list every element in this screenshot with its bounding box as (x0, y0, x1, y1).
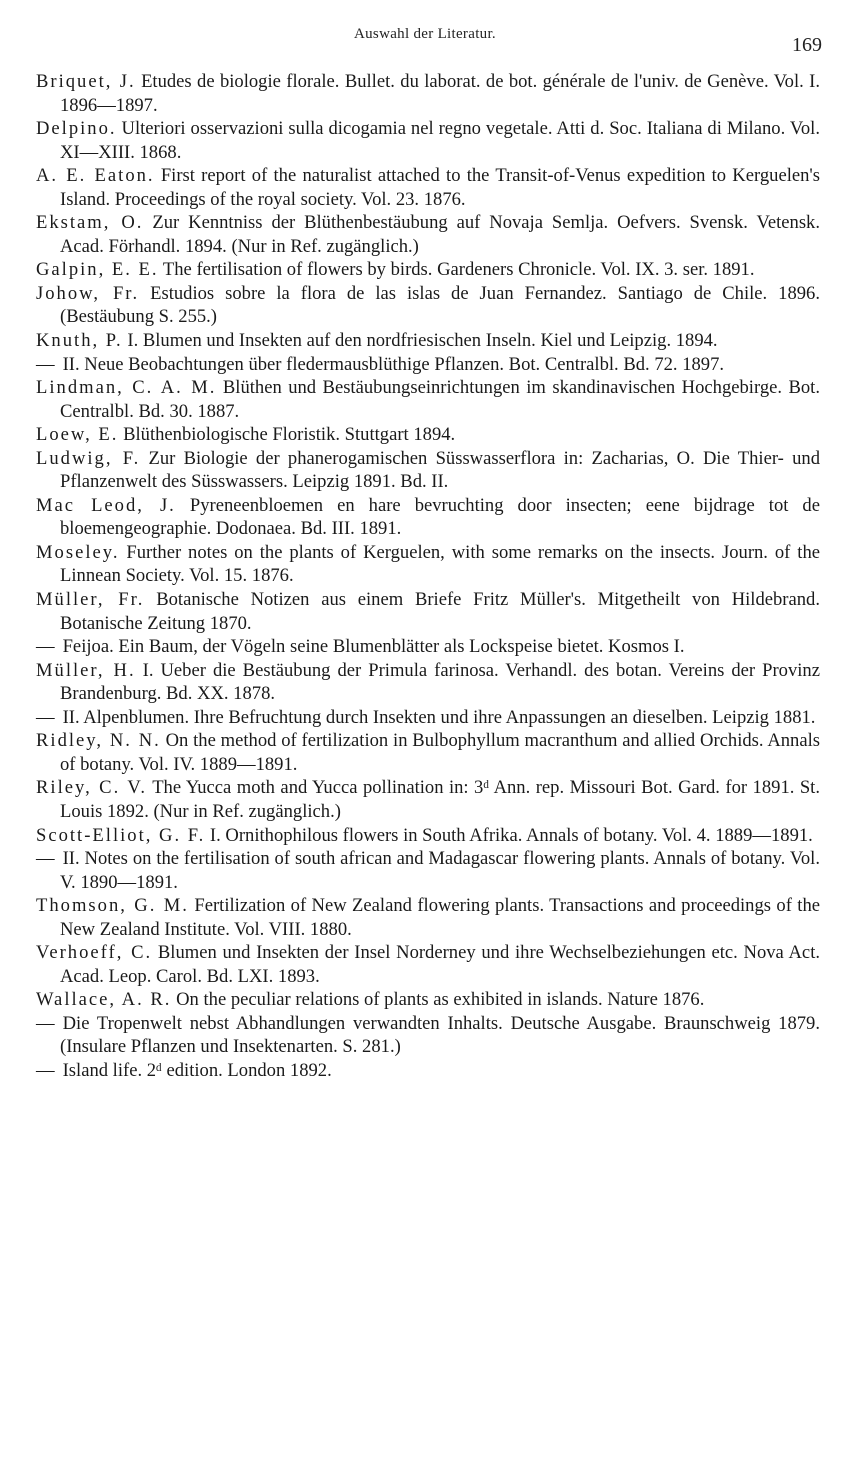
entry-text: Blüthenbiologische Floristik. Stuttgart 1894. (123, 424, 456, 446)
entry-text: Estudios sobre la flora de las islas de Juan Fernandez. Santiago de Chile. 1896. (Bestäubung S. 255.) (60, 282, 820, 328)
entry-author: Ekstam, O. (36, 212, 144, 234)
entry-author: Thomson, G. M. (36, 895, 189, 917)
bibliography-entry (36, 70, 820, 117)
entry-text: Pyreneenbloemen en hare bevruchting door insecten; eene bijdrage tot de bloemengeographie. Dodonaea. Bd. III. 1891. (60, 494, 820, 540)
entry-text: Etudes de biologie florale. Bullet. du laborat. de bot. générale de l'univ. de Genève. Vol. I. 1896—1897. (60, 71, 820, 116)
entry-text: I. Ueber die Bestäubung der Primula farinosa. Verhandl. des botan. Vereins der Provinz Brandenburg. Bd. XX. 1878. (60, 659, 820, 705)
bibliography-entry (36, 376, 820, 423)
bibliography-entry (36, 847, 820, 894)
entry-text: II. Neue Beobachtungen über fledermausblüthige Pflanzen. Bot. Centralbl. Bd. 72. 1897. (62, 353, 725, 375)
bibliography-entry (36, 494, 820, 541)
entry-author: Lindman, C. A. M. (36, 377, 217, 399)
entry-ditto-dash: — (36, 848, 55, 870)
entry-text: Further notes on the plants of Kerguelen, with some remarks on the insects. Journ. of the Linnean Society. Vol. 15. 1876. (60, 541, 820, 587)
page-number: 169 (792, 34, 822, 56)
entry-author: Knuth, P. (36, 330, 123, 352)
bibliography-list (36, 70, 820, 1083)
entry-text: On the method of fertilization in Bulbophyllum macranthum and allied Orchids. Annals of botany. Vol. IV. 1889—1891. (60, 730, 820, 775)
entry-text: The Yucca moth and Yucca pollination in: 3ᵈ Ann. rep. Missouri Bot. Gard. for 1891. St. Louis 1892. (Nur in Ref. zugänglich.) (60, 777, 821, 822)
entry-text: Blumen und Insekten der Insel Norderney und ihre Wechselbeziehungen etc. Nova Act. Acad. Leop. Carol. Bd. LXI. 1893. (60, 942, 821, 987)
entry-text: II. Alpenblumen. Ihre Befruchtung durch Insekten und ihre Anpassungen an dieselben. Leipzig 1881. (62, 706, 816, 728)
entry-author: Ludwig, F. (36, 447, 141, 469)
bibliography-entry (36, 541, 820, 588)
bibliography-entry (36, 659, 820, 706)
bibliography-entry (36, 941, 820, 988)
entry-ditto-dash: — (36, 1012, 55, 1034)
entry-text: Feijoa. Ein Baum, der Vögeln seine Blumenblätter als Lockspeise bietet. Kosmos I. (62, 636, 685, 658)
bibliography-entry (36, 729, 820, 776)
entry-author: Müller, H. (36, 659, 136, 681)
bibliography-entry (36, 423, 820, 447)
entry-ditto-dash: — (36, 1059, 55, 1081)
bibliography-entry (36, 258, 820, 282)
entry-author: Müller, Fr. (36, 589, 145, 611)
bibliography-entry (36, 1012, 820, 1059)
entry-text: II. Notes on the fertilisation of south african and Madagascar flowering plants. Annals of botany. Vol. V. 1890—1891. (60, 848, 820, 893)
bibliography-entry (36, 282, 820, 329)
entry-author: Loew, E. (36, 424, 119, 446)
entry-text: Ulteriori osservazioni sulla dicogamia nel regno vegetale. Atti d. Soc. Italiana di Milano. Vol. XI—XIII. 1868. (60, 118, 820, 163)
bibliography-entry (36, 1059, 820, 1083)
bibliography-entry (36, 988, 820, 1012)
entry-author: Scott-Elliot, G. F. (36, 824, 206, 846)
entry-text: Zur Kenntniss der Blüthenbestäubung auf Novaja Semlja. Oefvers. Svensk. Vetensk. Acad. Förhandl. 1894. (Nur in Ref. zugänglich.) (60, 212, 821, 257)
entry-text: Blüthen und Bestäubungseinrichtungen im skandinavischen Hochgebirge. Bot. Centralbl. Bd. 30. 1887. (60, 377, 820, 422)
entry-author: Galpin, E. E. (36, 259, 159, 281)
entry-author: A. E. Eaton. (36, 165, 155, 187)
running-head: Auswahl der Literatur. (354, 26, 496, 42)
bibliography-entry (36, 635, 820, 659)
bibliography-entry (36, 211, 820, 258)
entry-ditto-dash: — (36, 706, 55, 728)
entry-author: Johow, Fr. (36, 282, 140, 304)
entry-text: The fertilisation of flowers by birds. Gardeners Chronicle. Vol. IX. 3. ser. 1891. (162, 259, 755, 281)
entry-author: Ridley, N. N. (36, 730, 161, 752)
entry-text: I. Blumen und Insekten auf den nordfriesischen Inseln. Kiel und Leipzig. 1894. (127, 330, 718, 352)
bibliography-entry (36, 776, 820, 823)
entry-author: Briquet, J. (36, 71, 136, 92)
entry-text: Zur Biologie der phanerogamischen Süsswasserflora in: Zacharias, O. Die Thier- und Pflanzenwelt des Süsswassers. Leipzig 1891. Bd. II. (60, 447, 821, 493)
entry-author: Verhoeff, C. (36, 942, 153, 964)
bibliography-entry (36, 824, 820, 848)
entry-author: Wallace, A. R. (36, 989, 172, 1011)
bibliography-entry (36, 894, 820, 941)
bibliography-entry (36, 447, 820, 494)
entry-text: I. Ornithophilous flowers in South Afrika. Annals of botany. Vol. 4. 1889—1891. (209, 824, 813, 846)
entry-text: Die Tropenwelt nebst Abhandlungen verwandten Inhalts. Deutsche Ausgabe. Braunschweig 1879. (Insulare Pflanzen und Insektenarten. S. 281.) (60, 1012, 820, 1058)
entry-author: Delpino. (36, 118, 117, 140)
entry-author: Moseley. (36, 541, 120, 563)
bibliography-entry (36, 706, 820, 730)
bibliography-entry (36, 117, 820, 164)
entry-text: Fertilization of New Zealand flowering plants. Transactions and proceedings of the New Zealand Institute. Vol. VIII. 1880. (60, 895, 820, 940)
bibliography-entry (36, 329, 820, 353)
entry-ditto-dash: — (36, 636, 55, 658)
entry-text: On the peculiar relations of plants as exhibited in islands. Nature 1876. (176, 989, 705, 1011)
entry-text: Botanische Notizen aus einem Briefe Fritz Müller's. Mitgetheilt von Hildebrand. Botanische Zeitung 1870. (60, 589, 820, 634)
bibliography-entry (36, 588, 820, 635)
entry-author: Riley, C. V. (36, 777, 148, 799)
bibliography-entry (36, 164, 820, 211)
entry-text: First report of the naturalist attached to the Transit-of-Venus expedition to Kerguelen's Island. Proceedings of the royal society. Vol. 23. 1876. (60, 165, 820, 210)
entry-author: Mac Leod, J. (36, 494, 176, 516)
entry-ditto-dash: — (36, 353, 55, 375)
bibliography-entry (36, 353, 820, 377)
entry-text: Island life. 2ᵈ edition. London 1892. (62, 1059, 332, 1081)
